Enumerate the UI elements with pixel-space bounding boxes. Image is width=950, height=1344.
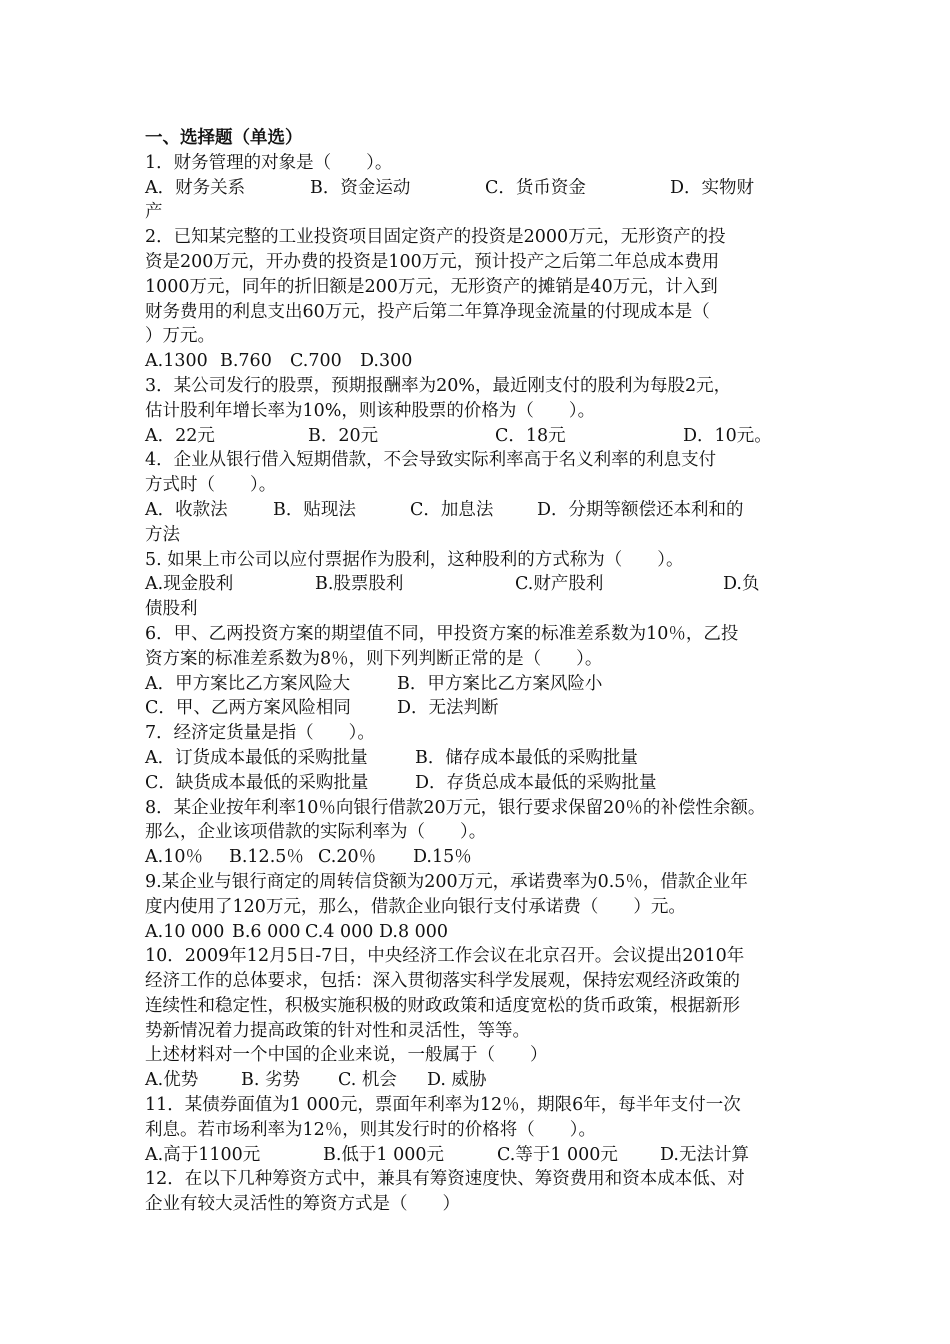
- question-5: [145, 548, 825, 622]
- answer-option[interactable]: C．18元: [495, 425, 566, 446]
- answer-option[interactable]: A．22元: [145, 425, 215, 446]
- answer-option[interactable]: C．缺货成本最低的采购批量: [145, 772, 369, 793]
- question-11: [145, 1093, 825, 1167]
- answer-option[interactable]: A．订货成本最低的采购批量: [145, 747, 368, 768]
- option-row: [145, 572, 825, 597]
- question-2: [145, 225, 825, 374]
- answer-option[interactable]: D．无法判断: [397, 698, 499, 719]
- answer-option[interactable]: B.股票股利: [315, 574, 404, 595]
- option-row: [145, 349, 825, 374]
- question-stem-line: 5. 如果上市公司以应付票据作为股利，这种股利的方式称为（ ）。: [145, 549, 684, 570]
- answer-option[interactable]: C.财产股利: [515, 574, 604, 595]
- answer-option[interactable]: C. 机会: [338, 1070, 397, 1091]
- question-stem-line: 11．某债券面值为1 000元，票面年利率为12％，期限6年，每半年支付一次: [145, 1095, 741, 1116]
- question-stem-line: 1000万元，同年的折旧额是200万元，无形资产的摊销是40万元，计入到: [145, 276, 718, 297]
- option-row: [145, 746, 825, 771]
- question-stem-line: 连续性和稳定性，积极实施积极的财政政策和适度宽松的货币政策，根据新形: [145, 995, 740, 1016]
- question-stem-line: 利息。若市场利率为12％，则其发行时的价格将（ ）。: [145, 1119, 597, 1140]
- option-row: [145, 696, 825, 721]
- answer-option[interactable]: B.760: [220, 351, 272, 372]
- answer-option[interactable]: B. 劣势: [241, 1070, 300, 1091]
- question-8: [145, 796, 825, 870]
- question-12: [145, 1167, 825, 1217]
- answer-option[interactable]: D.300: [360, 351, 413, 372]
- answer-option[interactable]: B．贴现法: [273, 499, 356, 520]
- answer-option[interactable]: D.15％: [413, 847, 472, 868]
- answer-option[interactable]: D.负: [723, 574, 760, 595]
- question-3: [145, 374, 825, 448]
- question-9: [145, 870, 825, 944]
- question-stem-line: 资方案的标准差系数为8％，则下列判断正常的是（ ）。: [145, 648, 603, 669]
- answer-option[interactable]: C．甲、乙两方案风险相同: [145, 698, 351, 719]
- answer-option[interactable]: B．资金运动: [310, 177, 411, 198]
- option-row: [145, 1143, 825, 1168]
- option-row: [145, 200, 825, 225]
- question-stem-line: 财务费用的利息支出60万元，投产后第二年算净现金流量的付现成本是（: [145, 301, 710, 322]
- answer-option[interactable]: C.20％: [318, 847, 377, 868]
- question-7: [145, 721, 825, 795]
- question-4: [145, 448, 825, 547]
- answer-option[interactable]: C.700: [290, 351, 342, 372]
- question-stem-line: 企业有较大灵活性的筹资方式是（ ）: [145, 1194, 460, 1215]
- answer-option[interactable]: A．甲方案比乙方案风险大: [145, 673, 351, 694]
- option-row: [145, 920, 825, 945]
- question-stem-line: 经济工作的总体要求，包括：深入贯彻落实科学发展观，保持宏观经济政策的: [145, 971, 740, 992]
- answer-option[interactable]: B．储存成本最低的采购批量: [415, 747, 638, 768]
- answer-option[interactable]: C．加息法: [410, 499, 494, 520]
- answer-option[interactable]: 产: [145, 202, 163, 223]
- question-stem-line: 那么，企业该项借款的实际利率为（ ）。: [145, 822, 487, 843]
- answer-option[interactable]: D.无法计算: [660, 1144, 749, 1165]
- answer-option[interactable]: A.1300: [145, 351, 208, 372]
- option-row: [145, 597, 825, 622]
- question-stem-line: 3．某公司发行的股票，预期报酬率为20%，最近刚支付的股利为每股2元，: [145, 375, 732, 396]
- answer-option[interactable]: B．甲方案比乙方案风险小: [397, 673, 603, 694]
- answer-option[interactable]: C．货币资金: [485, 177, 586, 198]
- answer-option[interactable]: B．20元: [308, 425, 379, 446]
- question-stem-line: 6．甲、乙两投资方案的期望值不同，甲投资方案的标准差系数为10％，乙投: [145, 623, 739, 644]
- question-stem-line: 7．经济定货量是指（ ）。: [145, 723, 375, 744]
- answer-option[interactable]: D．分期等额偿还本利和的: [537, 499, 744, 520]
- answer-option[interactable]: A.10％: [145, 847, 203, 868]
- question-1: [145, 151, 825, 225]
- question-stem-line: 10．2009年12月5日-7日，中央经济工作会议在北京召开。会议提出2010年: [145, 946, 745, 967]
- answer-option[interactable]: A.优势: [145, 1070, 199, 1091]
- question-stem-line: 势新情况着力提高政策的针对性和灵活性，等等。: [145, 1020, 530, 1041]
- answer-option[interactable]: D．10元。: [683, 425, 772, 446]
- exam-page: [145, 126, 825, 1217]
- answer-option[interactable]: C.等于1 000元: [497, 1144, 618, 1165]
- answer-option[interactable]: D. 威胁: [427, 1070, 487, 1091]
- answer-option[interactable]: 债股利: [145, 599, 198, 620]
- question-6: [145, 622, 825, 721]
- question-stem-line: 12．在以下几种筹资方式中，兼具有筹资速度快、筹资费用和资本成本低、对: [145, 1169, 745, 1190]
- answer-option[interactable]: A.10 000: [145, 921, 225, 942]
- answer-option[interactable]: B.低于1 000元: [323, 1144, 445, 1165]
- option-row: [145, 424, 825, 449]
- answer-option[interactable]: D．实物财: [670, 177, 755, 198]
- question-stem-line: 8．某企业按年利率10％向银行借款20万元，银行要求保留20％的补偿性余额。: [145, 797, 766, 818]
- option-row: [145, 176, 825, 201]
- answer-option[interactable]: A.现金股利: [145, 574, 234, 595]
- answer-option[interactable]: B.6 000: [232, 921, 301, 942]
- section-title: 一、选择题（单选）: [145, 128, 303, 148]
- option-row: [145, 1068, 825, 1093]
- question-stem-line: 4．企业从银行借入短期借款，不会导致实际利率高于名义利率的利息支付: [145, 450, 717, 471]
- question-stem-line: 上述材料对一个中国的企业来说，一般属于（ ）: [145, 1045, 548, 1066]
- answer-option[interactable]: A.高于1100元: [145, 1144, 261, 1165]
- question-stem-line: 估计股利年增长率为10%，则该种股票的价格为（ ）。: [145, 400, 596, 421]
- option-row: [145, 672, 825, 697]
- answer-option[interactable]: D．存货总成本最低的采购批量: [415, 772, 657, 793]
- answer-option[interactable]: A．收款法: [145, 499, 228, 520]
- question-stem-line: 2．已知某完整的工业投资项目固定资产的投资是2000万元，无形资产的投: [145, 227, 726, 248]
- question-stem-line: 1．财务管理的对象是（ ）。: [145, 152, 393, 173]
- question-stem-line: 资是200万元，开办费的投资是100万元，预计投产之后第二年总成本费用: [145, 251, 720, 272]
- answer-option[interactable]: 方法: [145, 524, 180, 545]
- question-stem-line: ）万元。: [145, 326, 215, 347]
- question-stem-line: 度内使用了120万元，那么，借款企业向银行支付承诺费（ ）元。: [145, 896, 686, 917]
- answer-option[interactable]: B.12.5％: [229, 847, 304, 868]
- option-row: [145, 771, 825, 796]
- question-10: [145, 944, 825, 1093]
- option-row: [145, 523, 825, 548]
- question-stem-line: 9.某企业与银行商定的周转信贷额为200万元，承诺费率为0.5％，借款企业年: [145, 871, 748, 892]
- answer-option[interactable]: A．财务关系: [145, 177, 246, 198]
- option-row: [145, 845, 825, 870]
- answer-option[interactable]: C.4 000: [305, 921, 374, 942]
- answer-option[interactable]: D.8 000: [379, 921, 449, 942]
- question-stem-line: 方式时（ ）。: [145, 475, 277, 496]
- question-list: [145, 151, 825, 1217]
- option-row: [145, 498, 825, 523]
